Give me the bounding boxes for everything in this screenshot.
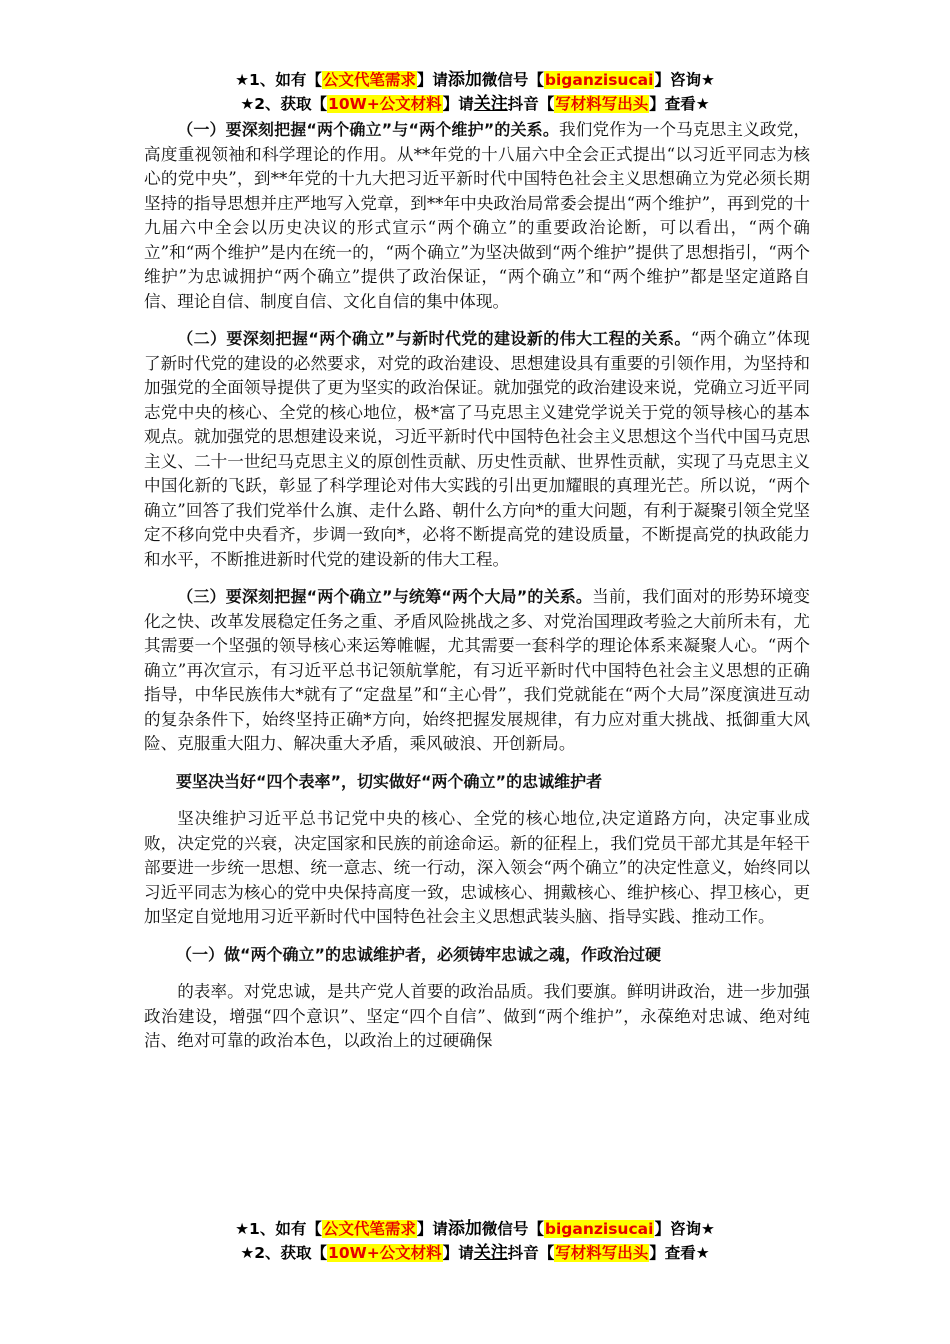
section-heading-1: 要坚决当好“四个表率”，切实做好“两个确立”的忠诚维护者	[176, 771, 603, 791]
paragraph-4: 坚决维护习近平总书记党中央的核心、全党的核心地位,决定道路方向，决定事业成败，决定党的兴衰，决定国家和民族的前途命运。新的征程上，我们党员干部尤其是年轻干部要进一步统一思想、统一意志、统一行动，深入领会“两个确立”的决定性意义，始终同以习近平同志为核心的党中央保持高度一致，忠诚核心、拥戴核心、维护核心、捍卫核心，更加坚定自觉地用习近平新时代中国特色社会主义思想武装头脑、指导实践、推动工作。	[144, 809, 810, 926]
promo-banner-top	[0, 68, 950, 116]
highlight-writing-service-bottom: 公文代笔需求	[322, 1220, 416, 1238]
paragraph-1-lead: （一）要深刻把握“两个确立”与“两个维护”的关系。	[177, 120, 559, 139]
highlight-douyin-account: 写材料写出头	[555, 95, 649, 113]
paragraph-2: （二）要深刻把握“两个确立”与新时代党的建设新的伟大工程的关系。“两个确立”体现了新时代党的建设的必然要求，对党的政治建设、思想建设具有重要的引领作用，为坚持和加强党的全面领导提供了更为坚实的政治保证。就加强党的政治建设来说，党确立习近平同志党中央的核心、全党的核心地位，极*富了马克思主义建党学说关于党的领导核心的基本观点。就加强党的思想建设来说，习近平新时代中国特色社会主义思想这个当代中国马克思主义、二十一世纪马克思主义的原创性贡献、历史性贡献、世界性贡献，实现了马克思主义中国化新的飞跃，彰显了科学理论对伟大实践的引出更加耀眼的真理光芒。所以说，“两个确立”回答了我们党举什么旗、走什么路、朝什么方向*的重大问题，有利于凝聚引领全党坚定不移向党中央看齐，步调一致向*，必将不断提高党的建设质量，不断提高党的执政能力和水平，不断推进新时代党的建设新的伟大工程。	[144, 329, 810, 569]
paragraph-2-lead: （二）要深刻把握“两个确立”与新时代党的建设新的伟大工程的关系。	[177, 329, 691, 348]
paragraph-5: 的表率。对党忠诚，是共产党人首要的政治品质。我们要旗。鲜明讲政治，进一步加强政治建设，增强“四个意识”、坚定“四个自信”、做到“两个维护”，永葆绝对忠诚、绝对纯洁、绝对可靠的政治本色，以政治上的过硬确保	[144, 982, 810, 1050]
promo-line-1-bottom: ★1、如有【公文代笔需求】请添加微信号【biganzisucai】咨询★	[235, 1219, 715, 1239]
paragraph-1: （一）要深刻把握“两个确立”与“两个维护”的关系。我们党作为一个马克思主义政党，高度重视领袖和科学理论的作用。从**年党的十八届六中全会正式提出“以习近平同志为核心的党中央”，到**年党的十九大把习近平新时代中国特色社会主义思想确立为党必须长期坚持的指导思想并庄严地写入党章，到**年中央政治局常委会提出“两个维护”，再到党的十九届六中全会以历史决议的形式宣示“两个确立”的重要政治论断，可以看出，“两个确立”和“两个维护”是内在统一的，“两个确立”为坚决做到“两个维护”提供了思想指引，“两个维护”为忠诚拥护“两个确立”提供了政治保证，“两个确立”和“两个维护”都是坚定道路自信、理论自信、制度自信、文化自信的集中体现。	[144, 120, 810, 311]
paragraph-3-lead: （三）要深刻把握“两个确立”与统筹“两个大局”的关系。	[177, 587, 593, 606]
section-heading-2: （一）做“两个确立”的忠诚维护者，必须铸牢忠诚之魂，作政治过硬	[176, 944, 662, 964]
paragraph-3: （三）要深刻把握“两个确立”与统筹“两个大局”的关系。当前，我们面对的形势环境变化之快、改革发展稳定任务之重、矛盾风险挑战之多、对党治国理政考验之大前所未有，尤其需要一个坚强的领导核心来运筹帷幄，尤其需要一套科学的理论体系来凝聚人心。“两个确立”再次宣示，有习近平总书记领航掌舵，有习近平新时代中国特色社会主义思想的正确指导，中华民族伟大*就有了“定盘星”和“主心骨”，我们党就能在“两个大局”深度演进互动的复杂条件下，始终坚持正确*方向，始终把握发展规律，有力应对重大挑战、抵御重大风险、克服重大阻力、解决重大矛盾，乘风破浪、开创新局。	[144, 587, 810, 753]
promo-line-2-bottom: ★2、获取【10W+公文材料】请关注抖音【写材料写出头】查看★	[240, 1243, 710, 1263]
promo-line-2: ★2、获取【10W+公文材料】请关注抖音【写材料写出头】查看★	[240, 94, 710, 114]
highlight-writing-service: 公文代笔需求	[322, 71, 416, 89]
highlight-douyin-account-bottom: 写材料写出头	[555, 1244, 649, 1262]
document-body	[144, 118, 810, 1067]
highlight-wechat-id: biganzisucai	[544, 71, 654, 89]
highlight-wechat-id-bottom: biganzisucai	[544, 1220, 654, 1238]
promo-line-1: ★1、如有【公文代笔需求】请添加微信号【biganzisucai】咨询★	[235, 70, 715, 90]
promo-banner-bottom	[0, 1217, 950, 1265]
highlight-materials: 10W+公文材料	[328, 95, 442, 113]
highlight-materials-bottom: 10W+公文材料	[328, 1244, 442, 1262]
